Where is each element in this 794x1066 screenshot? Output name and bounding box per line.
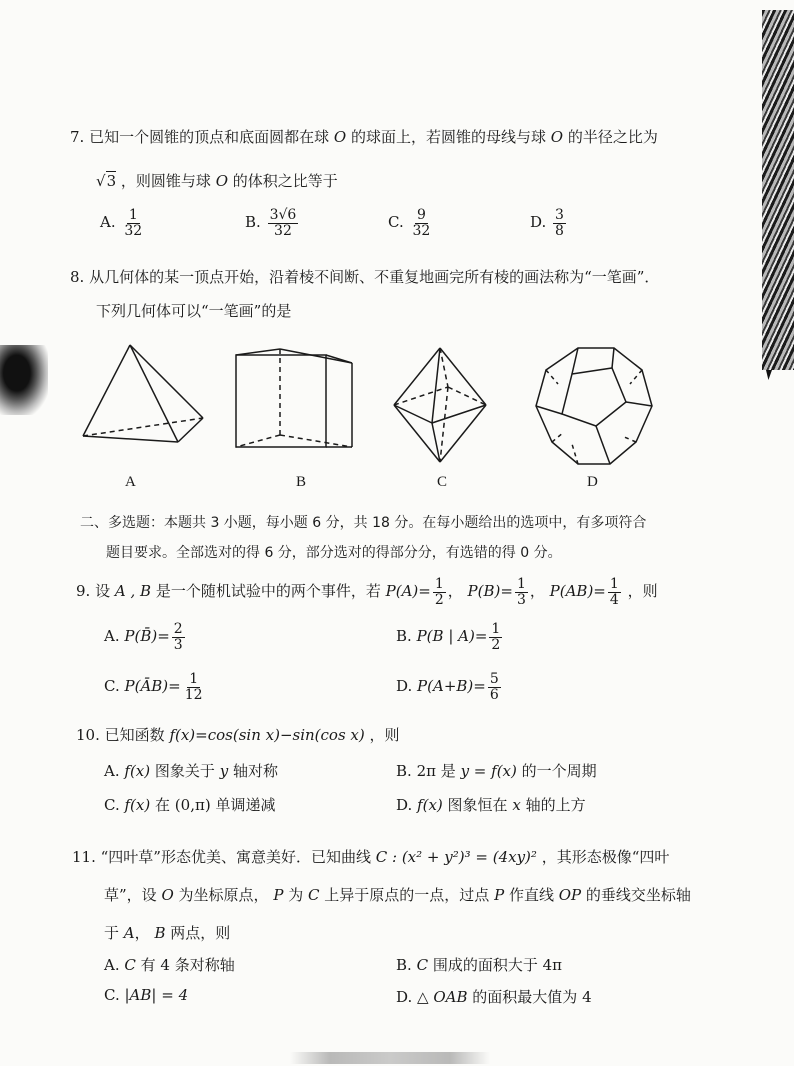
figure-octahedron <box>388 345 492 465</box>
q11-line2: 草”，设 O 为坐标原点， P 为 C 上异于原点的一点，过点 P 作直线 OP 的垂线交坐标轴 <box>104 886 691 904</box>
figure-cube <box>232 347 356 461</box>
q11-option-b: B. C 围成的面积大于 4π <box>396 956 563 974</box>
figure-label-a: A <box>125 474 136 490</box>
section2-line2: 题目要求。全部选对的得 6 分，部分选对的得部分分，有选错的得 0 分。 <box>106 545 562 561</box>
fraction: $\frac{3}{8}$ <box>555 207 564 239</box>
fraction: $\frac{1}{32}$ <box>124 207 143 239</box>
q11-line3: 于 A， B 两点，则 <box>104 924 231 942</box>
scan-shadow-tail <box>766 370 772 380</box>
figure-label-c: C <box>437 474 448 490</box>
q11-option-d: D. △ OAB 的面积最大值为 4 <box>396 988 592 1006</box>
q10-option-c: C. f(x) 在 (0,π) 单调递减 <box>104 796 276 814</box>
q8-line1: 8. 从几何体的某一顶点开始，沿着棱不间断、不重复地画完所有棱的画法称为“一笔画”． <box>70 268 660 286</box>
figure-label-d: D <box>587 474 598 490</box>
q7-option-b: B. $\frac{3√6}{32}$ <box>245 207 297 239</box>
q10-stem: 10. 已知函数 f(x)=cos(sin x)−sin(cos x) ，则 <box>76 726 400 744</box>
fraction: $\frac{3√6}{32}$ <box>269 207 297 239</box>
q9-number: 9. <box>76 582 91 601</box>
q10-number: 10. <box>76 726 100 744</box>
q9-option-d: D. P(A+B)= $\frac{5}{6}$ <box>396 671 499 703</box>
q11-option-c: C. |AB| = 4 <box>104 986 189 1004</box>
scan-blob-left <box>0 345 48 415</box>
section2-line1: 二、多选题：本题共 3 小题，每小题 6 分，共 18 分。在每小题给出的选项中，有多项符合 <box>80 515 647 531</box>
q7-line1: 7. 已知一个圆锥的顶点和底面圆都在球 O 的球面上，若圆锥的母线与球 O 的半径之比为 <box>70 128 658 146</box>
q7-option-d: D. $\frac{3}{8}$ <box>530 207 564 239</box>
q9-option-a: A. P(B̄)= $\frac{2}{3}$ <box>104 621 183 653</box>
scan-shadow-right <box>762 10 794 370</box>
q10-option-b: B. 2π 是 y = f(x) 的一个周期 <box>396 762 597 780</box>
figure-label-b: B <box>296 474 307 490</box>
figure-dodecahedron <box>532 344 656 468</box>
q7-option-a: A. $\frac{1}{32}$ <box>100 207 143 239</box>
q11-line1: 11. “四叶草”形态优美、寓意美好．已知曲线 C : (x² + y²)³ = (4xy)² ，其形态极像“四叶 <box>72 848 670 866</box>
q9-option-b: B. P(B | A)= $\frac{1}{2}$ <box>396 621 501 653</box>
q10-option-d: D. f(x) 图象恒在 x 轴的上方 <box>396 796 586 814</box>
q7-number: 7. <box>70 128 85 146</box>
q7-option-c: C. $\frac{9}{32}$ <box>388 207 431 239</box>
q9-stem: 9. 设 A , B 是一个随机试验中的两个事件，若 P(A)= $\frac{1}{2}$ ， P(B)= $\frac{1}{3}$ ， P(AB)= $\frac{1}{4}$ ，则 <box>76 576 658 608</box>
figure-tetrahedron <box>78 340 208 450</box>
page-footer-smudge <box>290 1052 490 1064</box>
q10-option-a: A. f(x) 图象关于 y 轴对称 <box>104 762 278 780</box>
q7-line2: √3 ，则圆锥与球 O 的体积之比等于 <box>96 172 338 190</box>
q8-line2: 下列几何体可以“一笔画”的是 <box>96 302 292 320</box>
q11-option-a: A. C 有 4 条对称轴 <box>104 956 235 974</box>
fraction: $\frac{9}{32}$ <box>412 207 431 239</box>
q9-option-c: C. P(ĀB)= $\frac{1}{12}$ <box>104 671 203 703</box>
q11-number: 11. <box>72 848 96 866</box>
sqrt-symbol: √ <box>96 172 106 190</box>
q8-number: 8. <box>70 268 85 286</box>
